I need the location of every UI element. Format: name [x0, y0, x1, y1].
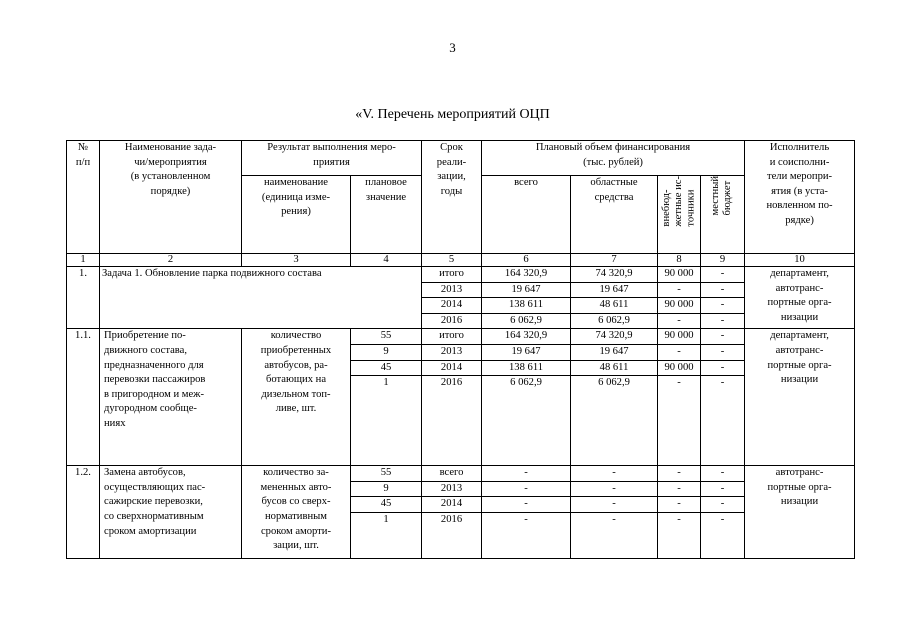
- extra-cell: -: [658, 481, 701, 497]
- total-cell: 6 062,9: [482, 313, 571, 329]
- total-cell: 6 062,9: [482, 376, 571, 466]
- plan-value: 55: [351, 466, 422, 482]
- header-result-name: наименование (единица изме- рения): [242, 176, 351, 254]
- total-cell: -: [482, 513, 571, 559]
- regional-cell: 74 320,9: [571, 329, 658, 345]
- indicator-name: количество за- мененных авто- бусов со сверх- нормативным сроком аморти- зации, шт.: [242, 466, 351, 559]
- extra-cell: -: [658, 513, 701, 559]
- year-cell: всего: [422, 466, 482, 482]
- executor-cell: департамент, автотранс- портные орга- низации: [745, 329, 855, 466]
- year-cell: итого: [422, 267, 482, 283]
- extra-cell: -: [658, 313, 701, 329]
- extra-cell: -: [658, 376, 701, 466]
- local-cell: -: [701, 329, 745, 345]
- regional-cell: 48 611: [571, 360, 658, 376]
- extra-cell: -: [658, 497, 701, 513]
- column-numbers-row: [67, 254, 855, 267]
- plan-value: 45: [351, 497, 422, 513]
- header-name: Наименование зада- чи/мероприятия (в установленном порядке): [100, 141, 242, 254]
- table-row: [67, 466, 855, 482]
- column-number: 1: [67, 254, 100, 267]
- header-num: № п/п: [67, 141, 100, 254]
- indicator-name: количество приобретенных автобусов, ра- ботающих на дизельном топ- ливе, шт.: [242, 329, 351, 466]
- executor-cell: автотранс- портные орга- низации: [745, 466, 855, 559]
- plan-value: 1: [351, 376, 422, 466]
- extra-cell: -: [658, 466, 701, 482]
- row-num: 1.1.: [67, 329, 100, 466]
- plan-value: 9: [351, 481, 422, 497]
- extra-cell: 90 000: [658, 298, 701, 314]
- local-cell: -: [701, 376, 745, 466]
- total-cell: 138 611: [482, 298, 571, 314]
- total-cell: -: [482, 466, 571, 482]
- header-total: всего: [482, 176, 571, 254]
- total-cell: 164 320,9: [482, 329, 571, 345]
- extra-cell: 90 000: [658, 267, 701, 283]
- total-cell: -: [482, 497, 571, 513]
- table-row: [67, 267, 855, 283]
- year-cell: 2014: [422, 360, 482, 376]
- local-cell: -: [701, 313, 745, 329]
- plan-value: 1: [351, 513, 422, 559]
- total-cell: -: [482, 481, 571, 497]
- total-cell: 164 320,9: [482, 267, 571, 283]
- column-number: 10: [745, 254, 855, 267]
- regional-cell: -: [571, 513, 658, 559]
- regional-cell: 74 320,9: [571, 267, 658, 283]
- measures-table: [66, 140, 855, 559]
- header-funding: Плановый объем финансирования (тыс. рублей): [482, 141, 745, 176]
- column-number: 7: [571, 254, 658, 267]
- header-regional: областные средства: [571, 176, 658, 254]
- extra-cell: -: [658, 345, 701, 361]
- local-cell: -: [701, 513, 745, 559]
- regional-cell: -: [571, 497, 658, 513]
- header-result-plan: плановое значение: [351, 176, 422, 254]
- column-number: 8: [658, 254, 701, 267]
- local-cell: -: [701, 298, 745, 314]
- column-number: 6: [482, 254, 571, 267]
- document-title: «V. Перечень мероприятий ОЦП: [355, 107, 550, 122]
- regional-cell: -: [571, 481, 658, 497]
- regional-cell: 19 647: [571, 345, 658, 361]
- year-cell: 2013: [422, 481, 482, 497]
- header-term: Срок реали- зации, годы: [422, 141, 482, 254]
- local-cell: -: [701, 360, 745, 376]
- header-extra: внебюд- жетные ис- точники: [658, 176, 701, 254]
- extra-cell: 90 000: [658, 329, 701, 345]
- local-cell: -: [701, 345, 745, 361]
- year-cell: итого: [422, 329, 482, 345]
- row-num: 1.2.: [67, 466, 100, 559]
- column-number: 5: [422, 254, 482, 267]
- header-result: Результат выполнения меро- приятия: [242, 141, 422, 176]
- year-cell: 2016: [422, 376, 482, 466]
- row-num: 1.: [67, 267, 100, 329]
- extra-cell: 90 000: [658, 360, 701, 376]
- regional-cell: 48 611: [571, 298, 658, 314]
- table-row: [67, 329, 855, 345]
- column-number: 2: [100, 254, 242, 267]
- header-local: местный бюджет: [701, 176, 745, 254]
- plan-value: 55: [351, 329, 422, 345]
- measure-name: Приобретение по- движного состава, предназначенного для перевозки пассажиров в пригородном и меж- дугородном сообще- ниях: [100, 329, 242, 466]
- measure-name: Замена автобусов, осуществляющих пас- сажирские перевозки, со сверхнормативным сроком амортизации: [100, 466, 242, 559]
- regional-cell: -: [571, 466, 658, 482]
- total-cell: 138 611: [482, 360, 571, 376]
- year-cell: 2016: [422, 513, 482, 559]
- local-cell: -: [701, 267, 745, 283]
- column-number: 3: [242, 254, 351, 267]
- total-cell: 19 647: [482, 345, 571, 361]
- year-cell: 2014: [422, 298, 482, 314]
- extra-cell: -: [658, 282, 701, 298]
- local-cell: -: [701, 481, 745, 497]
- column-number: 4: [351, 254, 422, 267]
- local-cell: -: [701, 466, 745, 482]
- regional-cell: 6 062,9: [571, 376, 658, 466]
- header-executor: Исполнитель и соисполни- тели меропри- ятия (в уста- новленном по- рядке): [745, 141, 855, 254]
- year-cell: 2014: [422, 497, 482, 513]
- local-cell: -: [701, 282, 745, 298]
- page-number: 3: [449, 40, 456, 55]
- local-cell: -: [701, 497, 745, 513]
- year-cell: 2013: [422, 282, 482, 298]
- task-name: Задача 1. Обновление парка подвижного состава: [100, 267, 422, 329]
- column-number: 9: [701, 254, 745, 267]
- executor-cell: департамент, автотранс- портные орга- низации: [745, 267, 855, 329]
- year-cell: 2013: [422, 345, 482, 361]
- regional-cell: 6 062,9: [571, 313, 658, 329]
- year-cell: 2016: [422, 313, 482, 329]
- regional-cell: 19 647: [571, 282, 658, 298]
- plan-value: 45: [351, 360, 422, 376]
- total-cell: 19 647: [482, 282, 571, 298]
- plan-value: 9: [351, 345, 422, 361]
